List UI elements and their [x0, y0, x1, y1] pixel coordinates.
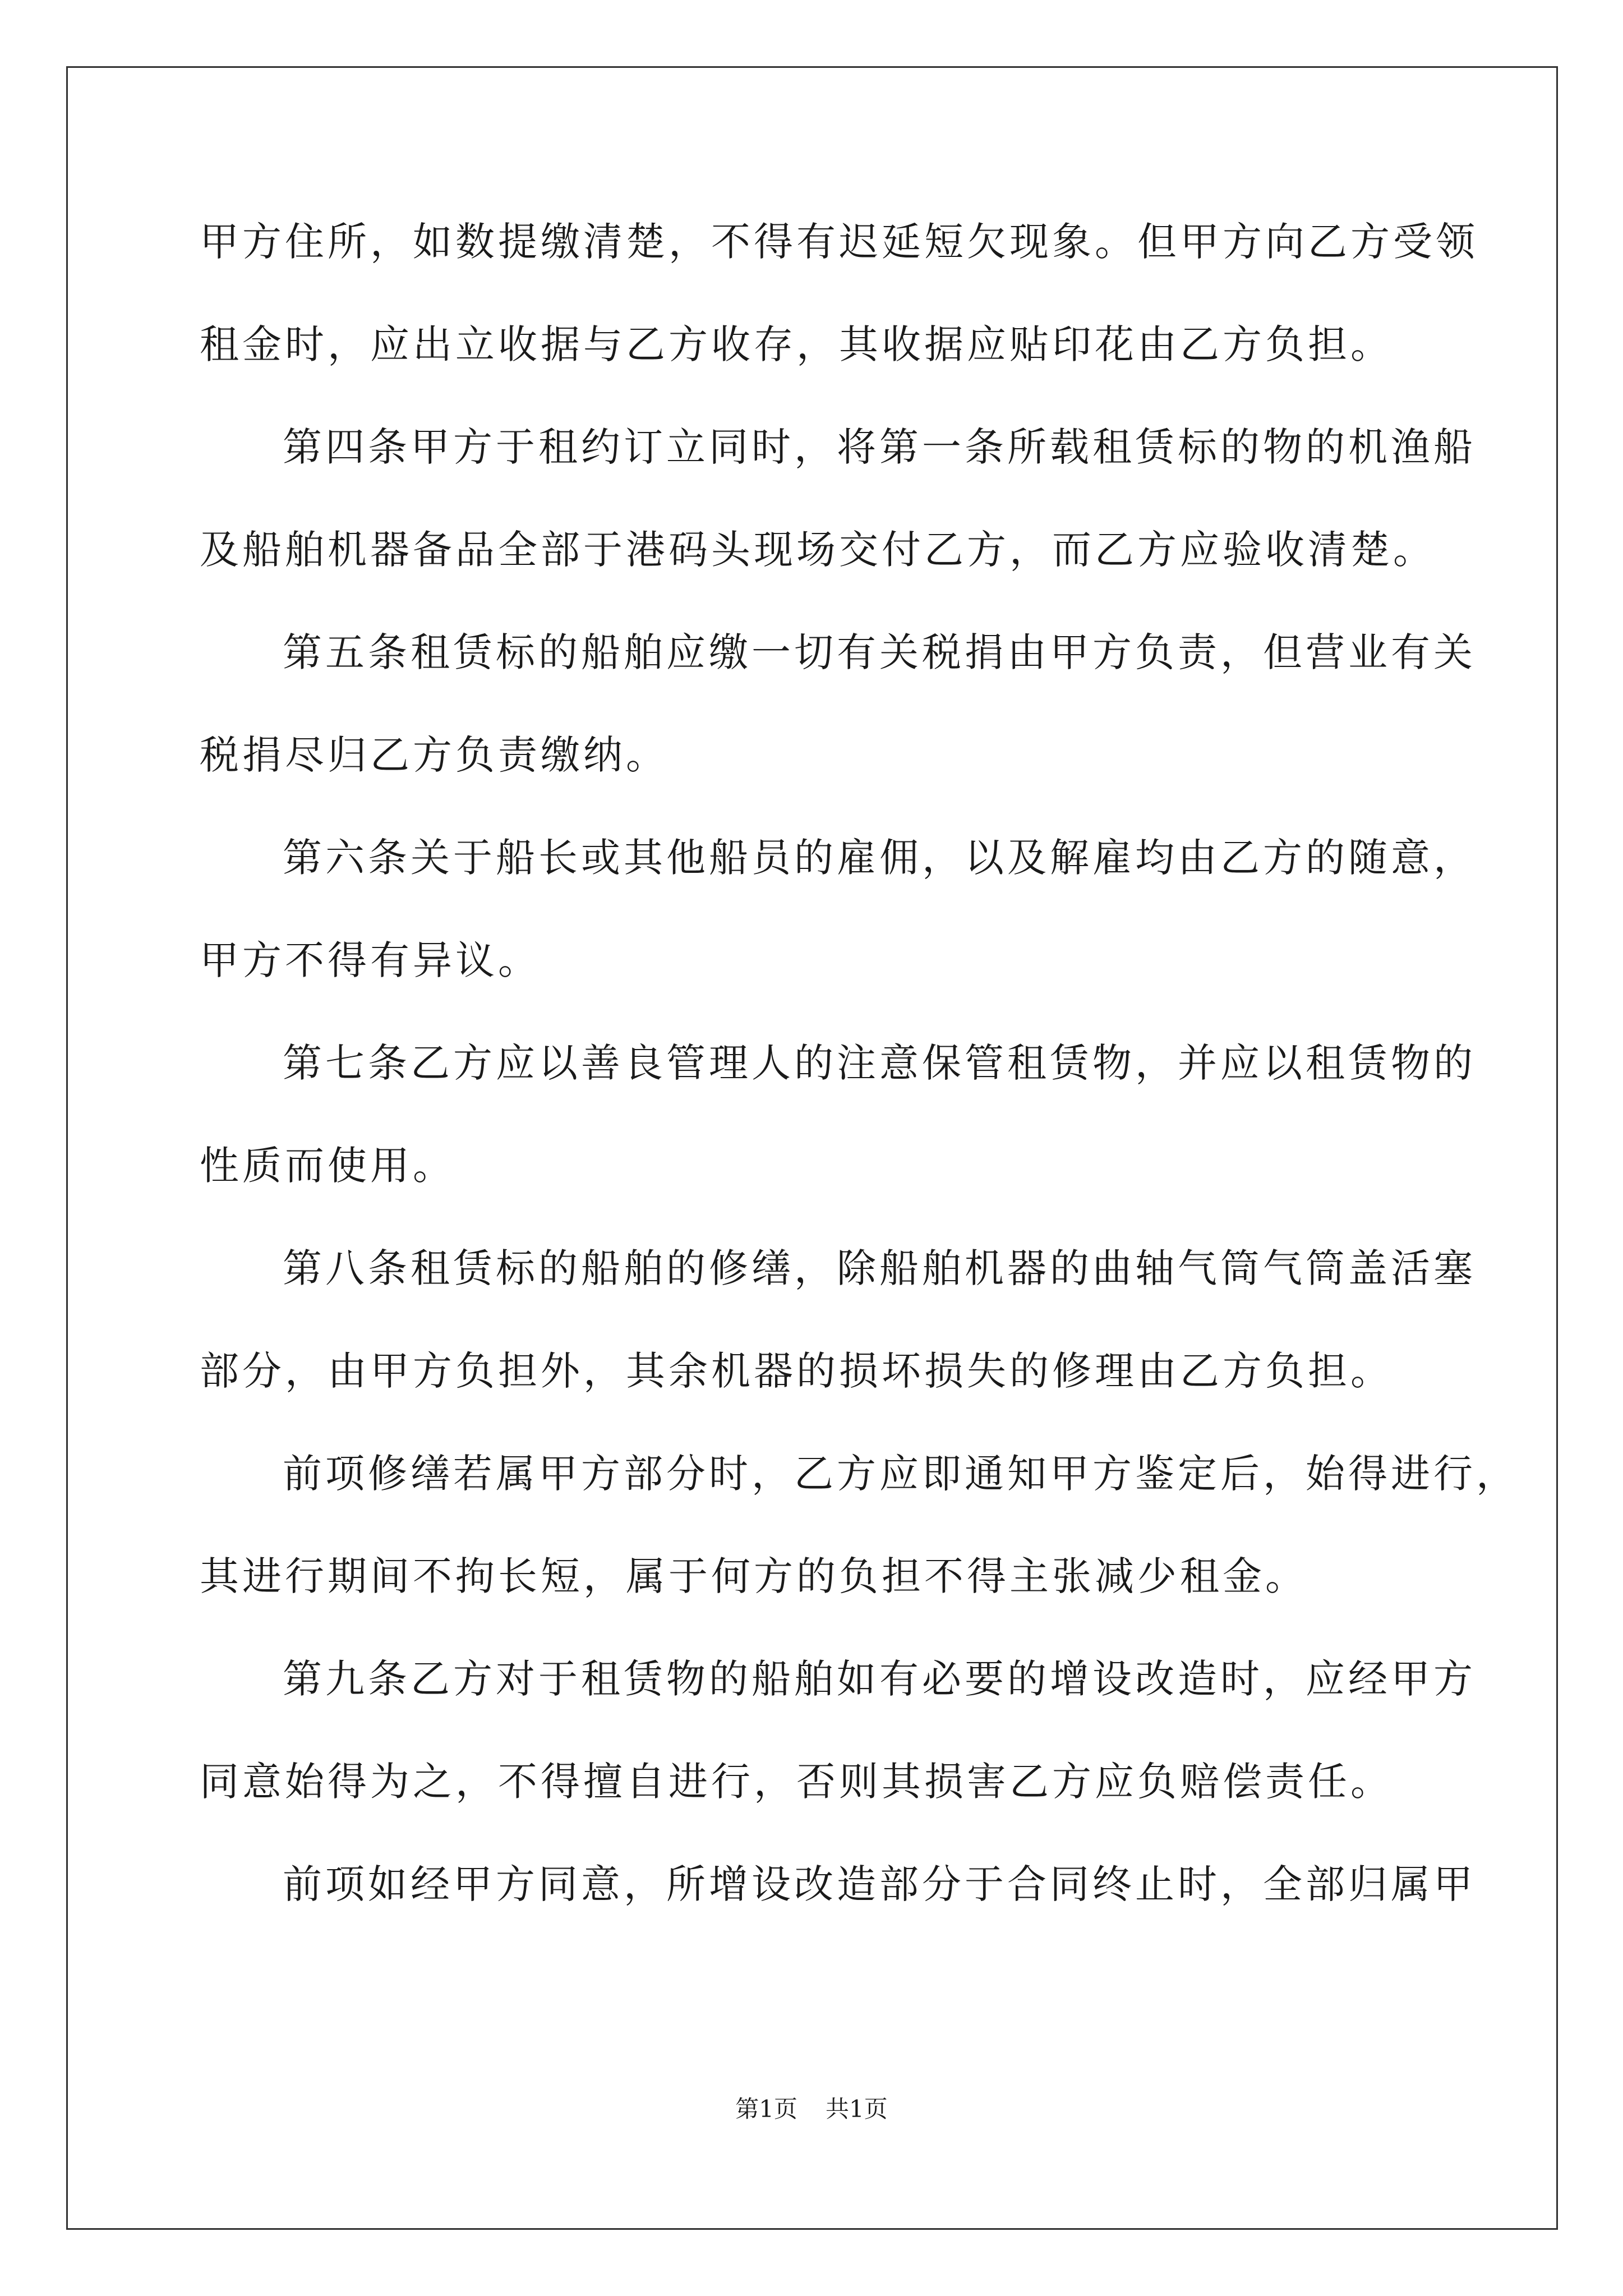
page-footer	[0, 2092, 1623, 2126]
text-line: 第八条租赁标的船舶的修缮，除船舶机器的曲轴气筒气筒盖活塞	[283, 1245, 1476, 1291]
text-line: 前项如经甲方同意，所增设改造部分于合同终止时，全部归属甲	[283, 1861, 1476, 1907]
text-line: 其进行期间不拘长短，属于何方的负担不得主张减少租金。	[200, 1553, 1308, 1599]
page-number: 第1页	[735, 2095, 797, 2123]
text-line: 税捐尽归乙方负责缴纳。	[200, 732, 668, 778]
text-line: 及船舶机器备品全部于港码头现场交付乙方，而乙方应验收清楚。	[200, 527, 1436, 573]
text-line: 租金时，应出立收据与乙方收存，其收据应贴印花由乙方负担。	[200, 321, 1393, 367]
text-line: 第七条乙方应以善良管理人的注意保管租赁物，并应以租赁物的	[283, 1040, 1476, 1086]
text-line: 甲方不得有异议。	[200, 937, 541, 983]
text-line: 前项修缮若属甲方部分时，乙方应即通知甲方鉴定后，始得进行，	[283, 1451, 1519, 1497]
text-line: 第六条关于船长或其他船员的雇佣，以及解雇均由乙方的随意，	[283, 835, 1476, 881]
text-line: 性质而使用。	[200, 1143, 455, 1189]
text-line: 同意始得为之，不得擅自进行，否则其损害乙方应负赔偿责任。	[200, 1759, 1393, 1805]
text-line: 第五条租赁标的船舶应缴一切有关税捐由甲方负责，但营业有关	[283, 629, 1476, 675]
text-line: 甲方住所，如数提缴清楚，不得有迟延短欠现象。但甲方向乙方受领	[200, 219, 1478, 265]
text-line: 第四条甲方于租约订立同时，将第一条所载租赁标的物的机渔船	[283, 424, 1476, 470]
page-total: 共1页	[826, 2095, 888, 2123]
text-line: 第九条乙方对于租赁物的船舶如有必要的增设改造时，应经甲方	[283, 1656, 1476, 1702]
document-body	[200, 211, 1519, 1956]
text-line: 部分，由甲方负担外，其余机器的损坏损失的修理由乙方负担。	[200, 1348, 1393, 1394]
